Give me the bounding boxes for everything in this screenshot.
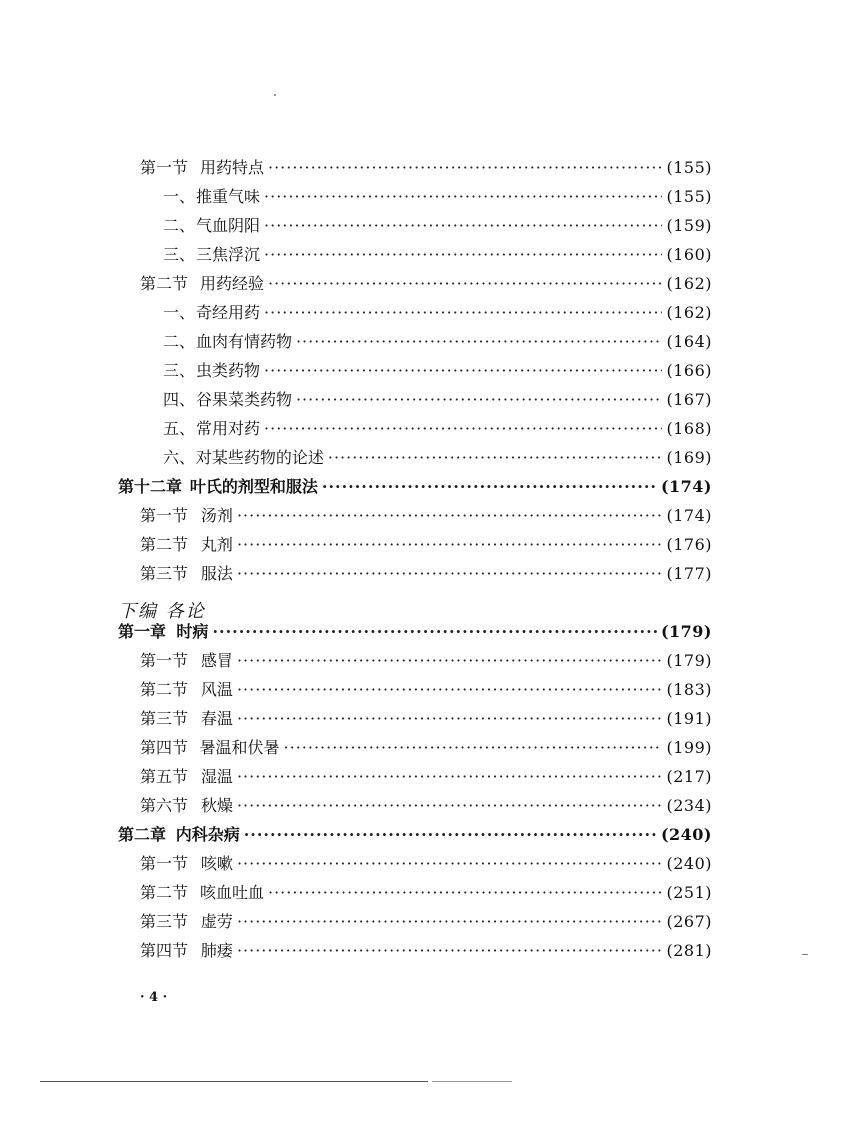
dot-leader — [296, 387, 663, 413]
toc-entry — [140, 735, 712, 761]
scan-edge-line — [432, 1081, 512, 1082]
toc-entry-title: 汤剂 — [200, 506, 233, 525]
toc-entry-page: (155) — [666, 187, 712, 206]
dot-leader — [284, 735, 663, 761]
toc-entry-title: 春温 — [200, 709, 233, 728]
toc-entry-title: 虚劳 — [200, 912, 233, 931]
toc-entry — [163, 213, 712, 239]
toc-entry — [163, 329, 712, 355]
toc-entry-title: 服法 — [200, 564, 233, 583]
dot-leader — [264, 300, 662, 326]
toc-entry-label: 第三节 — [140, 912, 189, 931]
scan-speck — [274, 94, 276, 96]
dot-leader — [268, 155, 662, 181]
toc-entry — [163, 242, 712, 268]
dot-leader — [237, 532, 663, 558]
toc-entry-label: 一、 — [163, 303, 196, 322]
toc-entry-label: 第三节 — [140, 709, 189, 728]
toc-entry — [163, 184, 712, 210]
toc-entry-page: (199) — [666, 738, 712, 757]
toc-entry — [140, 677, 712, 703]
toc-entry-title: 虫类药物 — [196, 361, 261, 380]
toc-entry-label: 第一节 — [140, 158, 189, 177]
toc-entry — [163, 358, 712, 384]
toc-entry-page: (168) — [666, 419, 712, 438]
toc-entry-label: 第一节 — [140, 854, 189, 873]
toc-entry-label: 第三节 — [140, 564, 189, 583]
toc-entry-page: (160) — [666, 245, 712, 264]
part-heading: 下编 各论 — [118, 601, 206, 622]
toc-entry — [140, 706, 712, 732]
toc-entry-page: (159) — [666, 216, 712, 235]
toc-entry — [140, 503, 712, 529]
toc-entry-label: 第六节 — [140, 796, 189, 815]
toc-entry — [140, 851, 712, 877]
toc-entry — [140, 561, 712, 587]
toc-entry-label: 第二节 — [140, 883, 189, 902]
toc-entry-title: 奇经用药 — [196, 303, 261, 322]
toc-entry-title: 叶氏的剂型和服法 — [189, 477, 318, 496]
toc-entry-title: 咳嗽 — [200, 854, 233, 873]
toc-entry-page: (240) — [666, 854, 712, 873]
toc-entry-page: (240) — [660, 825, 712, 844]
dot-leader — [264, 213, 662, 239]
toc-entry-label: 二、 — [163, 332, 196, 351]
dot-leader — [237, 503, 663, 529]
dot-leader — [296, 329, 663, 355]
toc-entry-label: 一、 — [163, 187, 196, 206]
dot-leader — [264, 358, 662, 384]
toc-entry-page: (169) — [666, 448, 712, 467]
dot-leader — [328, 445, 663, 471]
toc-entry — [118, 474, 712, 500]
toc-entry-page: (217) — [666, 767, 712, 786]
toc-entry-label: 二、 — [163, 216, 196, 235]
toc-entry-title: 丸剂 — [200, 535, 233, 554]
toc-entry-title: 时病 — [176, 622, 209, 641]
toc-entry-label: 三、 — [163, 361, 196, 380]
toc-entry-label: 第一章 — [118, 622, 167, 641]
toc-entry-title: 气血阴阳 — [196, 216, 261, 235]
toc-entry-page: (179) — [660, 622, 712, 641]
toc-entry — [140, 532, 712, 558]
toc-entry-page: (183) — [666, 680, 712, 699]
toc-entry — [163, 445, 712, 471]
toc-entry-page: (281) — [666, 941, 712, 960]
toc-entry — [118, 619, 712, 645]
toc-entry-page: (267) — [666, 912, 712, 931]
toc-entry-page: (164) — [666, 332, 712, 351]
toc-entry-title: 咳血吐血 — [199, 883, 264, 902]
toc-entry — [140, 648, 712, 674]
toc-entry-label: 第四节 — [140, 738, 189, 757]
toc-entry-title: 暑温和伏暑 — [199, 738, 280, 757]
toc-entry-title: 常用对药 — [196, 419, 261, 438]
dot-leader — [237, 648, 663, 674]
dot-leader — [237, 793, 663, 819]
toc-entry-label: 第四节 — [140, 941, 189, 960]
scan-speck — [802, 954, 808, 955]
toc-entry-title: 秋燥 — [200, 796, 233, 815]
scan-edge-line — [40, 1081, 428, 1082]
toc-entry — [163, 387, 712, 413]
dot-leader — [264, 416, 662, 442]
toc-entry-label: 第一节 — [140, 506, 189, 525]
toc-entry-title: 内科杂病 — [175, 825, 240, 844]
toc-entry-page: (251) — [666, 883, 712, 902]
toc-entry-title: 三焦浮沉 — [196, 245, 261, 264]
toc-entry-page: (234) — [666, 796, 712, 815]
toc-entry-title: 用药特点 — [199, 158, 264, 177]
toc-entry-label: 第二节 — [140, 535, 189, 554]
dot-leader — [237, 764, 663, 790]
dot-leader — [237, 938, 663, 964]
dot-leader — [268, 271, 662, 297]
toc-entry-page: (191) — [666, 709, 712, 728]
toc-entry-title: 湿温 — [200, 767, 233, 786]
toc-entry-title: 肺痿 — [200, 941, 233, 960]
toc-entry-title: 用药经验 — [199, 274, 264, 293]
toc-entry — [140, 793, 712, 819]
toc-entry-title: 谷果菜类药物 — [195, 390, 292, 409]
toc-entry-label: 六、 — [163, 448, 196, 467]
toc-entry-page: (162) — [666, 274, 712, 293]
toc-entry-page: (176) — [666, 535, 712, 554]
toc-entry-label: 第二节 — [140, 680, 189, 699]
dot-leader — [244, 822, 657, 848]
dot-leader — [237, 706, 663, 732]
toc-entry-page: (162) — [666, 303, 712, 322]
toc-entry-page: (166) — [666, 361, 712, 380]
toc-entry — [140, 938, 712, 964]
dot-leader — [237, 851, 663, 877]
toc-entry — [140, 880, 712, 906]
toc-entry-label: 第二节 — [140, 274, 189, 293]
toc-entry-title: 推重气味 — [196, 187, 261, 206]
toc-entry-title: 血肉有情药物 — [195, 332, 292, 351]
toc-entry-title: 感冒 — [200, 651, 233, 670]
toc-entry-page: (179) — [666, 651, 712, 670]
toc-entry — [140, 271, 712, 297]
dot-leader — [237, 909, 663, 935]
dot-leader — [212, 619, 657, 645]
toc-entry-page: (174) — [660, 477, 712, 496]
toc-entry-page: (167) — [666, 390, 712, 409]
toc-entry-label: 四、 — [163, 390, 196, 409]
toc-entry — [118, 822, 712, 848]
toc-entry — [140, 155, 712, 181]
toc-entry-label: 第十二章 — [118, 477, 183, 496]
toc-entry-label: 三、 — [163, 245, 196, 264]
toc-entry-title: 对某些药物的论述 — [195, 448, 324, 467]
dot-leader — [237, 677, 663, 703]
toc-entry-label: 五、 — [163, 419, 196, 438]
toc-entry-label: 第一节 — [140, 651, 189, 670]
page-number: · 4 · — [140, 990, 168, 1005]
toc-entry-title: 风温 — [200, 680, 233, 699]
toc-entry-page: (174) — [666, 506, 712, 525]
dot-leader — [264, 242, 662, 268]
toc-entry-label: 第五节 — [140, 767, 189, 786]
dot-leader — [264, 184, 662, 210]
dot-leader — [322, 474, 657, 500]
toc-entry — [140, 909, 712, 935]
toc-entry — [163, 300, 712, 326]
toc-entry-page: (155) — [666, 158, 712, 177]
dot-leader — [237, 561, 663, 587]
toc-entry-label: 第二章 — [118, 825, 167, 844]
toc-entry — [163, 416, 712, 442]
dot-leader — [268, 880, 662, 906]
toc-entry — [140, 764, 712, 790]
toc-entry-page: (177) — [666, 564, 712, 583]
